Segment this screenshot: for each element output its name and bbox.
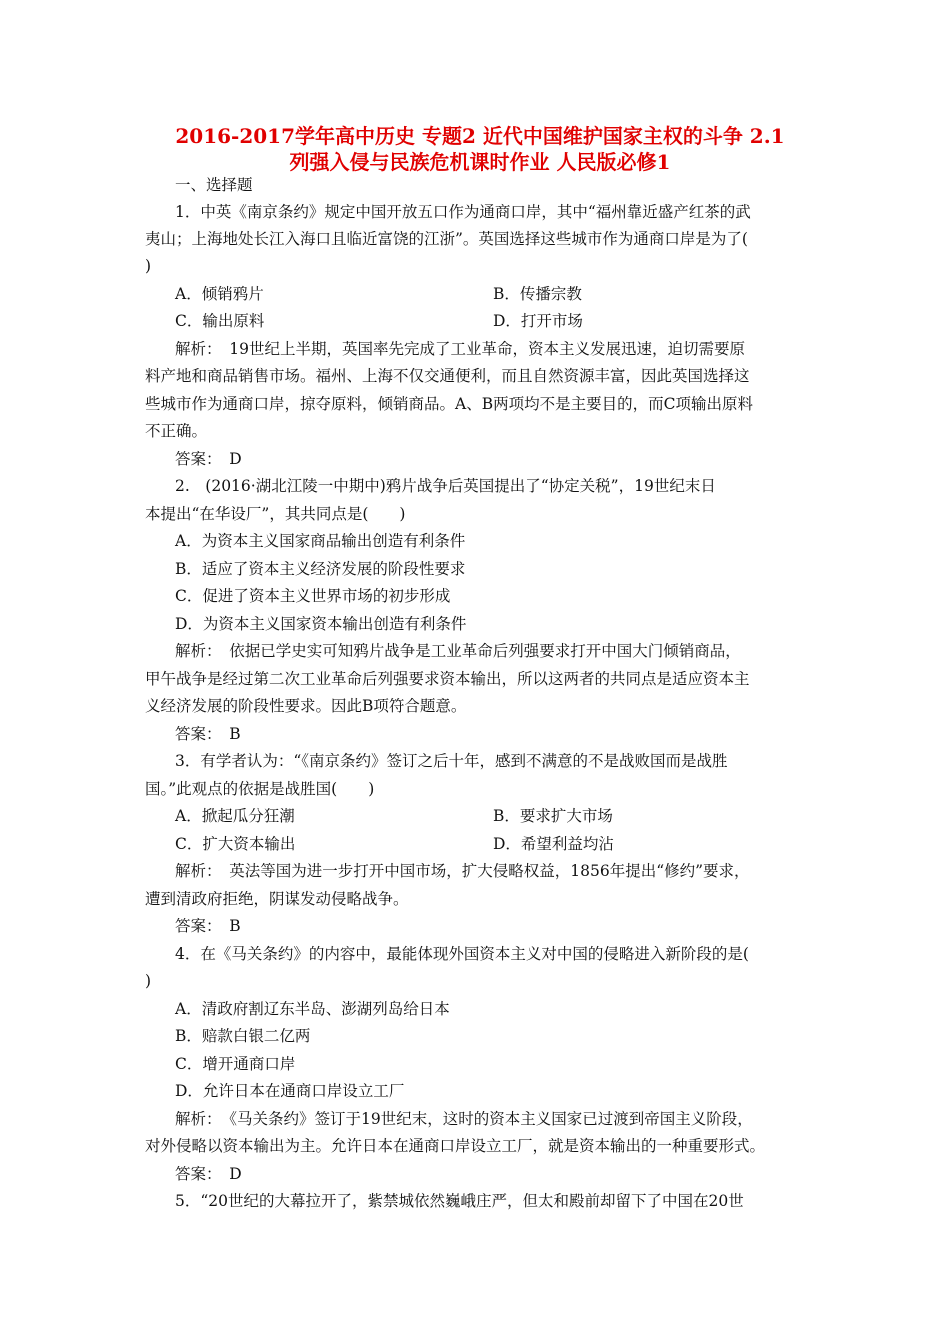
- q1-explanation-line-1: 解析： 19世纪上半期，英国率先完成了工业革命，资本主义发展迅速，迫切需要原: [175, 340, 745, 358]
- q4-option-a: A．清政府割辽东半岛、澎湖列岛给日本: [175, 1000, 450, 1018]
- q3-option-b: B．要求扩大市场: [493, 807, 613, 825]
- section-heading: 一、选择题: [175, 176, 253, 194]
- q4-stem-line-1: 4．在《马关条约》的内容中，最能体现外国资本主义对中国的侵略进入新阶段的是(: [175, 945, 749, 963]
- q1-stem-line-3: ): [145, 257, 152, 275]
- q2-explanation-line-1: 解析： 依据已学史实可知鸦片战争是工业革命后列强要求打开中国大门倾销商品，: [175, 642, 741, 660]
- q2-option-b: B．适应了资本主义经济发展的阶段性要求: [175, 560, 466, 578]
- q1-answer: 答案： D: [175, 450, 242, 468]
- q1-explanation-line-3: 些城市作为通商口岸，掠夺原料，倾销商品。A、B两项均不是主要目的，而C项输出原料: [145, 395, 753, 413]
- q2-explanation-line-3: 义经济发展的阶段性要求。因此B项符合题意。: [145, 697, 467, 715]
- q2-stem-line-2: 本提出“在华设厂”，其共同点是( ): [145, 505, 406, 523]
- q4-stem-line-2: ): [145, 972, 152, 990]
- q3-answer: 答案： B: [175, 917, 241, 935]
- q1-stem-line-2: 夷山；上海地处长江入海口且临近富饶的江浙”。英国选择这些城市作为通商口岸是为了(: [145, 230, 748, 248]
- q2-answer: 答案： B: [175, 725, 241, 743]
- q1-option-b: B．传播宗教: [493, 285, 582, 303]
- q3-explanation-line-2: 遭到清政府拒绝，阴谋发动侵略战争。: [145, 890, 409, 908]
- q2-stem-line-1: 2. (2016·湖北江陵一中期中)鸦片战争后英国提出了“协定关税”，19世纪末日: [175, 477, 716, 495]
- q2-option-c: C．促进了资本主义世界市场的初步形成: [175, 587, 451, 605]
- q4-option-b: B．赔款白银二亿两: [175, 1027, 311, 1045]
- q2-option-a: A．为资本主义国家商品输出创造有利条件: [175, 532, 466, 550]
- q3-option-c: C．扩大资本输出: [175, 835, 296, 853]
- q1-stem-line-1: 1．中英《南京条约》规定中国开放五口作为通商口岸，其中“福州靠近盛产红茶的武: [175, 203, 751, 221]
- q1-explanation-line-2: 料产地和商品销售市场。福州、上海不仅交通便利，而且自然资源丰富，因此英国选择这: [145, 367, 750, 385]
- document-title-line-2: 列强入侵与民族危机课时作业 人民版必修1: [289, 150, 671, 174]
- q1-option-d: D．打开市场: [493, 312, 583, 330]
- q4-option-c: C．增开通商口岸: [175, 1055, 296, 1073]
- q4-answer: 答案： D: [175, 1165, 242, 1183]
- q3-stem-line-1: 3．有学者认为：“《南京条约》签订之后十年，感到不满意的不是战败国而是战胜: [175, 752, 728, 770]
- q1-option-a: A．倾销鸦片: [175, 285, 264, 303]
- q2-explanation-line-2: 甲午战争是经过第二次工业革命后列强要求资本输出，所以这两者的共同点是适应资本主: [145, 670, 750, 688]
- q3-explanation-line-1: 解析： 英法等国为进一步打开中国市场，扩大侵略权益，1856年提出“修约”要求，: [175, 862, 750, 880]
- q3-option-d: D．希望利益均沾: [493, 835, 614, 853]
- q3-stem-line-2: 国。”此观点的依据是战胜国( ): [145, 780, 375, 798]
- document-title-line-1: 2016-2017学年高中历史 专题2 近代中国维护国家主权的斗争 2.1: [175, 124, 785, 148]
- q1-explanation-line-4: 不正确。: [145, 422, 208, 440]
- q4-option-d: D．允许日本在通商口岸设立工厂: [175, 1082, 405, 1100]
- q4-explanation-line-2: 对外侵略以资本输出为主。允许日本在通商口岸设立工厂，就是资本输出的一种重要形式。: [145, 1137, 766, 1155]
- q4-explanation-line-1: 解析： 《马关条约》签订于19世纪末，这时的资本主义国家已过渡到帝国主义阶段，: [175, 1110, 753, 1128]
- q2-option-d: D．为资本主义国家资本输出创造有利条件: [175, 615, 467, 633]
- q5-stem-line-1: 5．“20世纪的大幕拉开了，紫禁城依然巍峨庄严，但太和殿前却留下了中国在20世: [175, 1192, 744, 1210]
- q1-option-c: C．输出原料: [175, 312, 265, 330]
- q3-option-a: A．掀起瓜分狂潮: [175, 807, 295, 825]
